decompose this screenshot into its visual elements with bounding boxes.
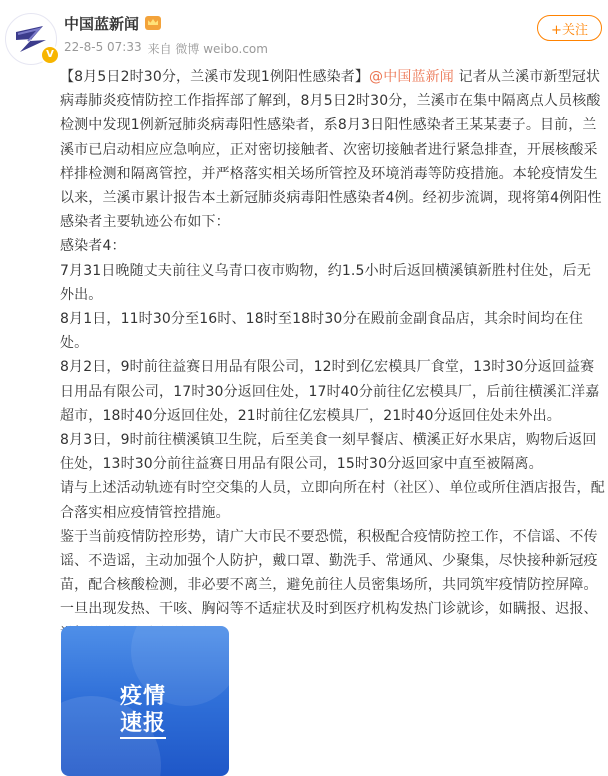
author-row: [64, 12, 161, 34]
paragraph: 请与上述活动轨迹有时空交集的人员，立即向所在村（社区）、单位或所住酒店报告，配合落实相应疫情管控措施。: [60, 480, 605, 521]
vip-crown-icon: [145, 16, 161, 30]
image-title-line2: 速报: [120, 710, 166, 739]
post-header: [0, 0, 608, 66]
post-meta: [64, 40, 268, 57]
paragraph: 8月1日，11时30分至16时、18时至18时30分在殿前金副食品店，其余时间均在住处。: [60, 311, 583, 352]
follow-button[interactable]: +关注: [537, 15, 602, 41]
paragraph: 8月3日，9时前往横溪镇卫生院，后至美食一刻早餐店、横溪正好水果店，购物后返回住处，13时30分前往益赛日用品有限公司，15时30分返回家中直至被隔离。: [60, 432, 597, 473]
paragraph: 7月31日晚随丈夫前往义乌青口夜市购物，约1.5小时后返回横溪镇新胜村住处，后无外出。: [60, 262, 591, 303]
post-source: 来自 微博 weibo.com: [147, 42, 268, 56]
paragraph: [60, 65, 605, 234]
author-name[interactable]: 中国蓝新闻: [64, 14, 140, 33]
paragraph: 鉴于当前疫情防控形势，请广大市民不要恐慌，积极配合疫情防控工作，不信谣、不传谣、不造谣，主动加强个人防护，戴口罩、勤洗手、常通风、少聚集，尽快接种新冠疫苗，配合核酸检测，非必要不离兰，避免前往人员密集场所，共同筑牢疫情防控屏障。: [60, 528, 598, 594]
post-image[interactable]: [61, 626, 229, 776]
image-title-line1: 疫情: [120, 684, 167, 709]
mention-link[interactable]: @中国蓝新闻: [369, 69, 454, 85]
paragraph: 8月2日，9时前往益赛日用品有限公司，12时到亿宏模具厂食堂，13时30分返回益赛日用品有限公司，17时30分返回住处，17时40分前往亿宏模具厂，后前往横溪汇洋嘉超市，18时40分返回住处，21时前往亿宏模具厂，21时40分返回住处未外出。: [60, 359, 600, 424]
paragraph: 一旦出现发热、干咳、胸闷等不适症状及时到医疗机构发热门诊就诊，如瞒报、迟报、: [60, 601, 598, 618]
post-content: [60, 65, 605, 646]
verified-badge-icon: V: [40, 45, 60, 65]
paragraph: 感染者4：: [60, 238, 126, 255]
post-time[interactable]: 22-8-5 07:33: [64, 40, 142, 54]
post-headline: 【8月5日2时30分，兰溪市发现1例阳性感染者】: [60, 69, 370, 85]
image-title: [120, 683, 166, 739]
paragraph-text: 记者从兰溪市新型冠状病毒肺炎疫情防控工作指挥部了解到，8月5日2时30分，兰溪市在集中隔离点人员核酸检测中发现1例新冠肺炎病毒阳性感染者，系8月3日阳性感染者王某某妻子。目前，兰溪市已启动相应应急响应，正对密切接触者、次密切接触者进行紧急排查，开展核酸采样排检测和隔离管控，并严格落实相关场所管控及环境消毒等防疫措施。本轮疫情发生以来，兰溪市累计报告本土新冠肺炎病毒阳性感染者4例。经初步流调，现将第4例阳性感染者主要轨迹公布如下：: [60, 69, 602, 231]
